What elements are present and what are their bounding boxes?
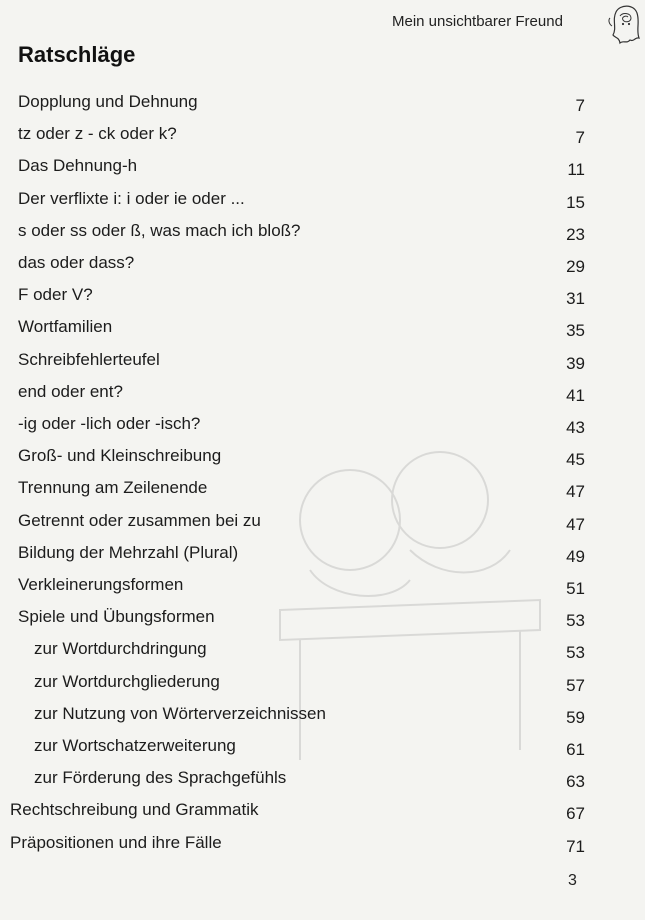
toc-entry xyxy=(0,221,645,245)
running-header: Mein unsichtbarer Freund xyxy=(392,13,563,30)
toc-entry-page: 63 xyxy=(566,772,585,792)
toc-entry xyxy=(0,317,645,341)
toc-entry-label: Präpositionen und ihre Fälle xyxy=(10,832,222,852)
toc-entry-label: zur Förderung des Sprachgefühls xyxy=(34,768,287,788)
section-title: Ratschläge xyxy=(18,42,136,67)
toc-entry xyxy=(0,189,645,213)
toc-entry-page: 61 xyxy=(566,740,585,759)
toc-entry-label: Spiele und Übungsformen xyxy=(18,607,215,627)
toc-entry-label: zur Wortdurchdringung xyxy=(34,639,207,659)
toc-entry-page: 45 xyxy=(566,450,585,470)
toc-entry-label: Groß- und Kleinschreibung xyxy=(18,446,222,466)
toc-entry-label: zur Wortdurchgliederung xyxy=(34,671,220,691)
toc-entry xyxy=(0,736,645,760)
toc-entry-label: Getrennt oder zusammen bei zu xyxy=(18,510,261,530)
toc-entry xyxy=(0,704,645,728)
toc-entry xyxy=(0,607,645,631)
toc-entry-page: 47 xyxy=(566,514,585,534)
toc-entry-page: 7 xyxy=(575,96,585,115)
toc-entry xyxy=(0,575,645,599)
toc-entry xyxy=(0,833,645,857)
toc-entry xyxy=(0,800,645,824)
toc-entry xyxy=(0,350,645,374)
toc-entry-page: 11 xyxy=(567,160,585,180)
toc-entry xyxy=(0,382,645,406)
toc-entry-label: Verkleinerungsformen xyxy=(18,575,184,594)
toc-entry xyxy=(0,543,645,567)
toc-entry-page: 49 xyxy=(566,546,585,566)
toc-entry-page: 23 xyxy=(566,224,585,244)
toc-entry-page: 59 xyxy=(566,707,585,727)
toc-entry-label: zur Nutzung von Wörterverzeichnissen xyxy=(34,703,326,723)
toc-entry xyxy=(0,285,645,309)
toc-entry-label: Schreibfehlerteufel xyxy=(18,349,160,369)
toc-entry-label: tz oder z - ck oder k? xyxy=(18,124,177,144)
toc-entry-page: 57 xyxy=(566,675,585,695)
toc-entry-page: 43 xyxy=(566,418,585,437)
toc-entry-page: 41 xyxy=(566,385,585,405)
toc-entry-label: zur Wortschatzerweiterung xyxy=(34,736,236,755)
toc-entry-label: Der verflixte i: i oder ie oder ... xyxy=(18,188,245,208)
toc-entry-page: 31 xyxy=(566,289,585,309)
toc-entry-label: Bildung der Mehrzahl (Plural) xyxy=(18,542,239,562)
toc-entry xyxy=(0,511,645,535)
page-number: 3 xyxy=(568,872,577,889)
toc-entry xyxy=(0,253,645,277)
toc-entry xyxy=(0,92,645,116)
toc-entry-label: F oder V? xyxy=(18,285,93,305)
toc-entry-page: 71 xyxy=(566,836,585,856)
toc-entry-label: Rechtschreibung und Grammatik xyxy=(10,800,259,820)
toc-entry-label: end oder ent? xyxy=(18,381,123,401)
toc-entry-page: 53 xyxy=(566,643,585,663)
toc-entry-page: 39 xyxy=(566,353,585,373)
toc-entry-page: 15 xyxy=(566,192,585,212)
toc-entry-page: 47 xyxy=(566,482,585,502)
ghost-icon xyxy=(606,4,642,48)
toc-entry-label: Das Dehnung-h xyxy=(18,156,138,176)
toc-entry xyxy=(0,156,645,180)
toc-entry-label: s oder ss oder ß, was mach ich bloß? xyxy=(18,220,301,240)
toc-entry-label: Trennung am Zeilenende xyxy=(18,478,208,498)
toc-entry-page: 67 xyxy=(566,804,585,824)
toc-entry xyxy=(0,639,645,663)
toc-entry-page: 29 xyxy=(566,257,585,276)
toc-entry-page: 53 xyxy=(566,611,585,631)
toc-entry-label: -ig oder -lich oder -isch? xyxy=(18,414,201,433)
toc-entry xyxy=(0,414,645,438)
toc-entry-page: 7 xyxy=(575,128,585,148)
toc-entry xyxy=(0,478,645,502)
toc-entry-page: 51 xyxy=(566,579,585,598)
toc-entry xyxy=(0,768,645,792)
toc-entry-label: Wortfamilien xyxy=(18,317,113,337)
toc-entry-page: 35 xyxy=(566,321,585,341)
toc-entry xyxy=(0,446,645,470)
toc-entry-label: Dopplung und Dehnung xyxy=(18,92,198,111)
toc-entry xyxy=(0,124,645,148)
toc-entry xyxy=(0,672,645,696)
toc-entry-label: das oder dass? xyxy=(18,253,135,272)
